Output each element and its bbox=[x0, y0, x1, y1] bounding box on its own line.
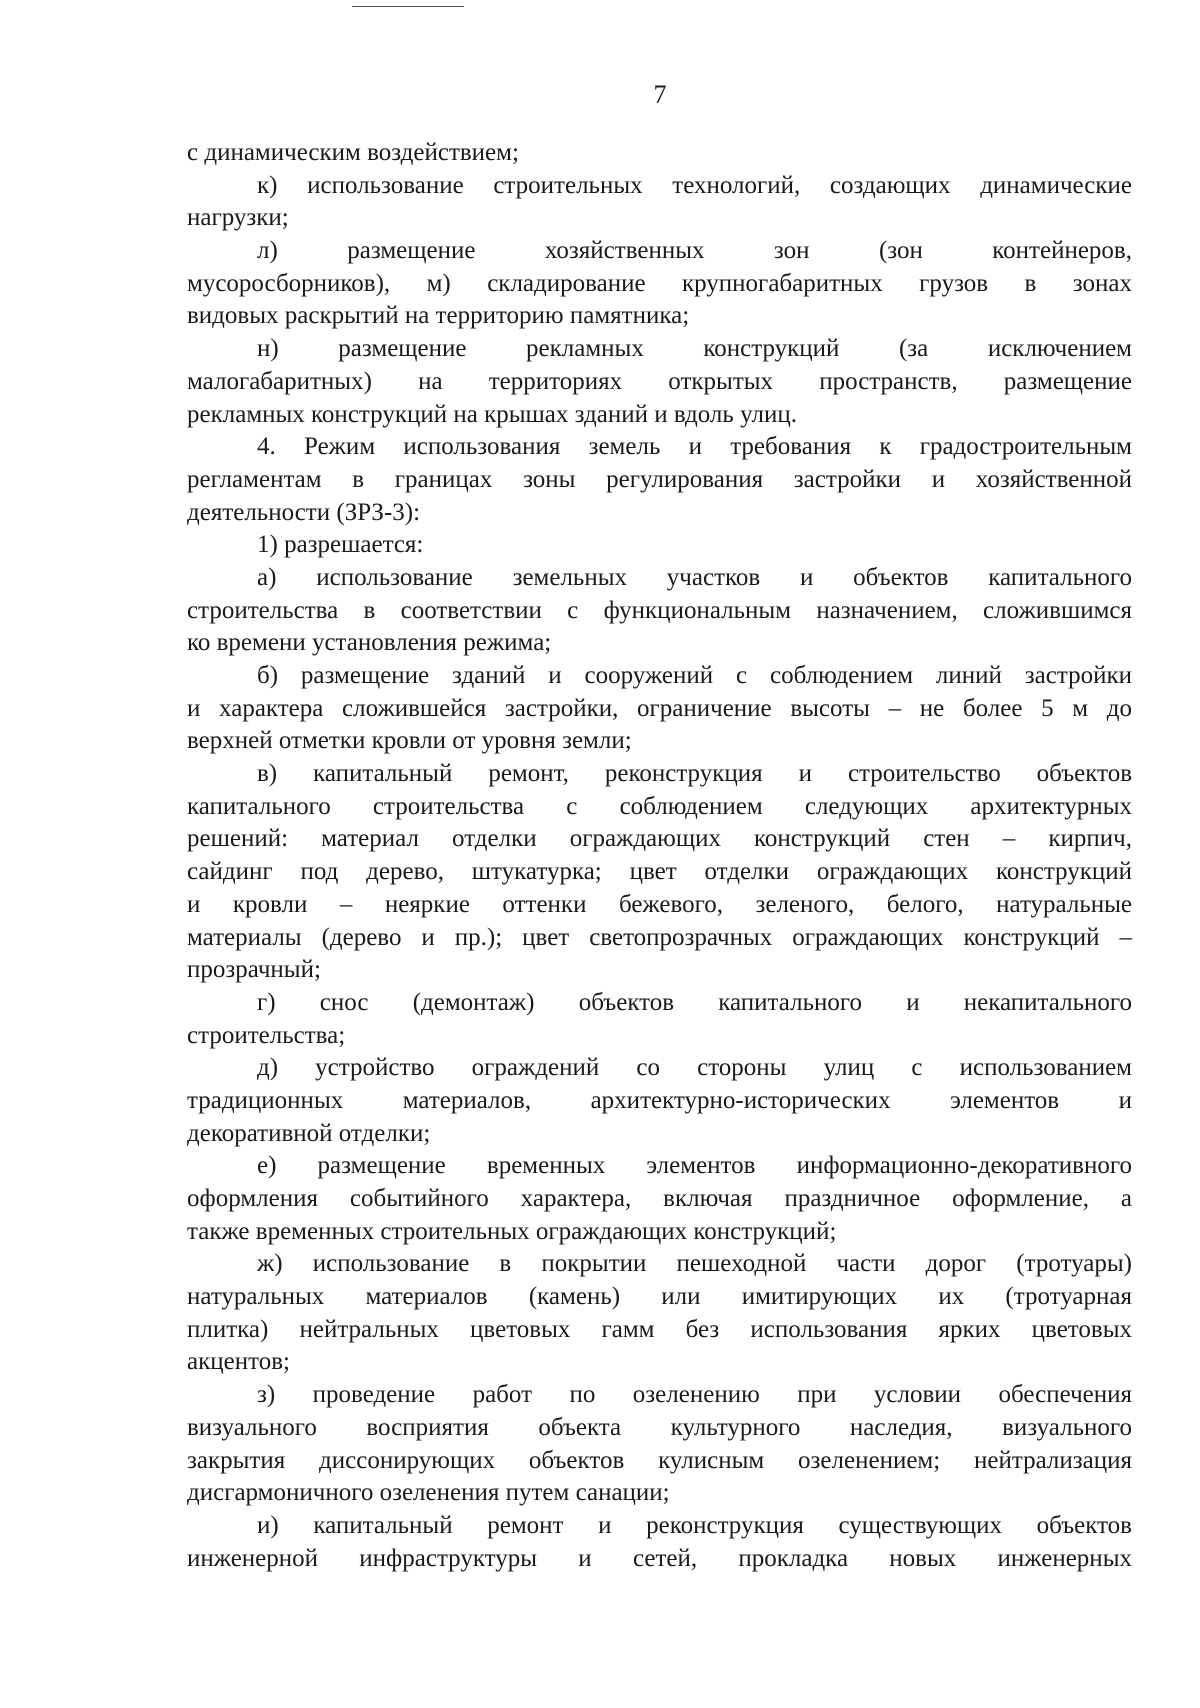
text-line: деятельности (ЗРЗ-3): bbox=[187, 498, 421, 526]
text-line: инженерной инфраструктуры и сетей, прокладка новых инженерных bbox=[187, 1544, 1132, 1572]
text-line: натуральных материалов (камень) или имитирующих их (тротуарная bbox=[187, 1283, 1132, 1311]
text-line: а) использование земельных участков и объектов капитального bbox=[257, 563, 1132, 591]
text-line: сайдинг под дерево, штукатурка; цвет отделки ограждающих конструкций bbox=[187, 858, 1132, 886]
text-line: закрытия диссонирующих объектов кулисным озеленением; нейтрализация bbox=[187, 1446, 1132, 1474]
text-line: акцентов; bbox=[187, 1348, 290, 1376]
text-line: малогабаритных) на территориях открытых пространств, размещение bbox=[187, 367, 1132, 395]
text-line: к) использование строительных технологий, создающих динамические bbox=[257, 171, 1132, 199]
text-line: прозрачный; bbox=[187, 956, 321, 984]
text-line: б) размещение зданий и сооружений с соблюдением линий застройки bbox=[257, 662, 1132, 689]
text-line: з) проведение работ по озеленению при условии обеспечения bbox=[257, 1381, 1132, 1409]
text-line: и) капитальный ремонт и реконструкция существующих объектов bbox=[257, 1511, 1132, 1539]
text-line: г) снос (демонтаж) объектов капитального и некапитального bbox=[257, 988, 1132, 1016]
text-line: визуального восприятия объекта культурного наследия, визуального bbox=[187, 1413, 1132, 1441]
document-body bbox=[187, 137, 1132, 1575]
text-line: строительства; bbox=[187, 1021, 346, 1049]
text-line: также временных строительных ограждающих конструкций; bbox=[187, 1217, 837, 1245]
text-line: л) размещение хозяйственных зон (зон контейнеров, bbox=[257, 237, 1132, 265]
text-line: е) размещение временных элементов информационно-декоративного bbox=[257, 1152, 1132, 1180]
text-line: видовых раскрытий на территорию памятника; bbox=[187, 302, 690, 330]
text-line: традиционных материалов, архитектурно-исторических элементов и bbox=[187, 1086, 1132, 1114]
text-line: капитального строительства с соблюдением следующих архитектурных bbox=[187, 792, 1132, 820]
text-line: в) капитальный ремонт, реконструкция и строительство объектов bbox=[257, 760, 1132, 788]
text-line: нагрузки; bbox=[187, 204, 289, 232]
text-line: д) устройство ограждений со стороны улиц с использованием bbox=[257, 1054, 1132, 1082]
text-line: и характера сложившейся застройки, ограничение высоты – не более 5 м до bbox=[187, 694, 1132, 722]
text-line: 4. Режим использования земель и требования к градостроительным bbox=[257, 433, 1132, 461]
text-line: плитка) нейтральных цветовых гамм без использования ярких цветовых bbox=[187, 1315, 1132, 1343]
text-line: ж) использование в покрытии пешеходной части дорог (тротуары) bbox=[257, 1250, 1132, 1278]
text-line: рекламных конструкций на крышах зданий и вдоль улиц. bbox=[187, 400, 797, 428]
scan-artifact-line bbox=[352, 6, 464, 7]
text-line: материалы (дерево и пр.); цвет светопрозрачных ограждающих конструкций – bbox=[187, 923, 1132, 951]
text-line: и кровли – неяркие оттенки бежевого, зеленого, белого, натуральные bbox=[187, 890, 1132, 918]
text-line: строительства в соответствии с функциональным назначением, сложившимся bbox=[187, 596, 1132, 624]
text-line: оформления событийного характера, включая праздничное оформление, а bbox=[187, 1185, 1132, 1212]
text-line: мусоросборников), м) складирование крупногабаритных грузов в зонах bbox=[187, 269, 1132, 297]
text-line: дисгармоничного озеленения путем санации; bbox=[187, 1479, 670, 1507]
page-number: 7 bbox=[653, 80, 667, 109]
text-line: н) размещение рекламных конструкций (за исключением bbox=[257, 335, 1132, 363]
text-line: ко времени установления режима; bbox=[187, 629, 552, 657]
text-line: декоративной отделки; bbox=[187, 1119, 431, 1147]
text-line: 1) разрешается: bbox=[257, 531, 424, 559]
text-line: верхней отметки кровли от уровня земли; bbox=[187, 727, 632, 755]
text-line: регламентам в границах зоны регулирования застройки и хозяйственной bbox=[187, 465, 1132, 493]
text-line: решений: материал отделки ограждающих конструкций стен – кирпич, bbox=[187, 825, 1132, 853]
text-line: с динамическим воздействием; bbox=[187, 139, 519, 166]
